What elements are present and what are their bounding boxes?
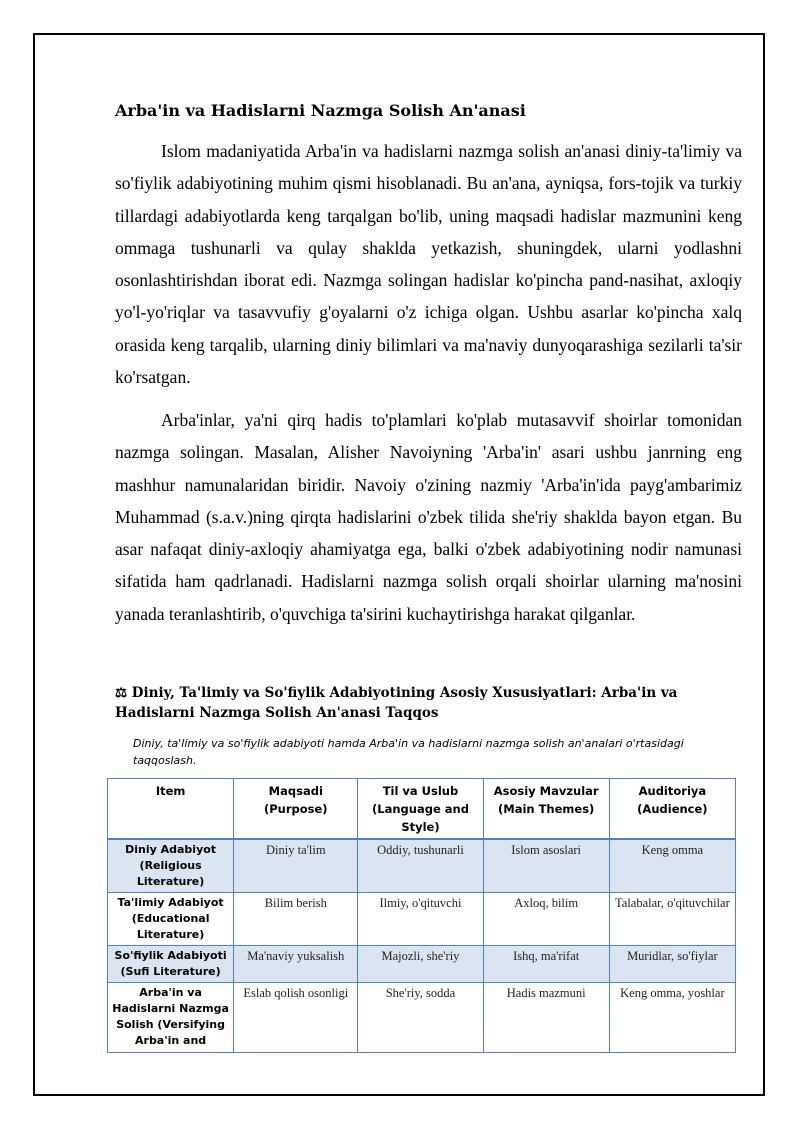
table-cell: Muridlar, so'fiylar — [609, 946, 735, 983]
header-audience: Auditoriya (Audience) — [609, 779, 735, 840]
table-row — [108, 983, 736, 1053]
table-cell: Keng omma, yoshlar — [609, 983, 735, 1053]
row-label: Ta'limiy Adabiyot (Educational Literature) — [108, 893, 234, 946]
table-cell: Majozli, she'riy — [358, 946, 483, 983]
document-heading: Arba'in va Hadislarni Nazmga Solish An'anasi — [115, 101, 526, 120]
table-caption: ⚖ Diniy, Ta'limiy va So'fiylik Adabiyotining Asosiy Xususiyatlari: Arba'in va Hadislarni Nazmga Solish An'anasi Taqqos — [115, 685, 678, 721]
table-cell: Oddiy, tushunarli — [358, 839, 483, 893]
table-subcaption: Diniy, ta'limiy va so'fiylik adabiyoti hamda Arba'in va hadislarni nazmga solish an'analari o'rtasidagi taqqoslash. — [133, 737, 684, 767]
header-main-themes: Asosiy Mavzular (Main Themes) — [483, 779, 609, 840]
table-cell: Diniy ta'lim — [234, 839, 358, 893]
body-paragraph-2: Arba'inlar, ya'ni qirq hadis to'plamlari ko'plab mutasavvif shoirlar tomonidan nazmga solingan. Masalan, Alisher Navoiyning 'Arba'in' asari ushbu janrning eng mashhur namunalaridan biridir. Navoiy o'zining nazmiy 'Arba'in'ida payg'ambarimiz Muhammad (s.a.v.)ning qirqta hadislarini o'zbek tilida she'riy shaklda bayon etgan. Bu asar nafaqat diniy-axloqiy ahamiyatga ega, balki o'zbek adabiyotining nodir namunasi sifatida ham qadrlanadi. Hadislarni nazmga solish orqali shoirlar ularning ma'nosini yanada teranlashtirib, o'quvchiga ta'sirini kuchaytirishga harakat qilganlar. — [115, 410, 742, 624]
header-language-style: Til va Uslub (Language and Style) — [358, 779, 483, 840]
table-cell: Ilmiy, o'qituvchi — [358, 893, 483, 946]
table-cell: Axloq, bilim — [483, 893, 609, 946]
table-row — [108, 946, 736, 983]
table-cell: Islom asoslari — [483, 839, 609, 893]
row-label: So'fiylik Adabiyoti (Sufi Literature) — [108, 946, 234, 983]
table-cell: Keng omma — [609, 839, 735, 893]
table-row — [108, 893, 736, 946]
table-cell: Talabalar, o'qituvchilar — [609, 893, 735, 946]
row-label: Diniy Adabiyot (Religious Literature) — [108, 839, 234, 893]
header-item: Item — [108, 779, 234, 840]
table-cell: Bilim berish — [234, 893, 358, 946]
table-cell: Hadis mazmuni — [483, 983, 609, 1053]
table-cell: Ma'naviy yuksalish — [234, 946, 358, 983]
table-row — [108, 839, 736, 893]
header-purpose: Maqsadi (Purpose) — [234, 779, 358, 840]
body-paragraph-1: Islom madaniyatida Arba'in va hadislarni nazmga solish an'anasi diniy-ta'limiy va so'fiylik adabiyotining muhim qismi hisoblanadi. Bu an'ana, ayniqsa, fors-tojik va turkiy tillardagi adabiyotlarda keng tarqalgan bo'lib, uning maqsadi hadislar mazmunini keng ommaga tushunarli va qulay shaklda yetkazish, shuningdek, ularni yodlashni osonlashtirishdan iborat edi. Nazmga solingan hadislar ko'pincha pand-nasihat, axloqiy yo'l-yo'riqlar va tasavvufiy g'oyalarni o'z ichiga olgan. Ushbu asarlar ko'pincha xalq orasida keng tarqalib, ularning diniy bilimlari va ma'naviy dunyoqarashiga sezilarli ta'sir ko'rsatgan. — [115, 141, 742, 388]
table-cell: Eslab qolish osonligi — [234, 983, 358, 1053]
row-label: Arba'in va Hadislarni Nazmga Solish (Versifying Arba'in and — [108, 983, 234, 1053]
comparison-table — [107, 778, 736, 1053]
table-cell: Ishq, ma'rifat — [483, 946, 609, 983]
table-cell: She'riy, sodda — [358, 983, 483, 1053]
table-header-row — [108, 779, 736, 840]
